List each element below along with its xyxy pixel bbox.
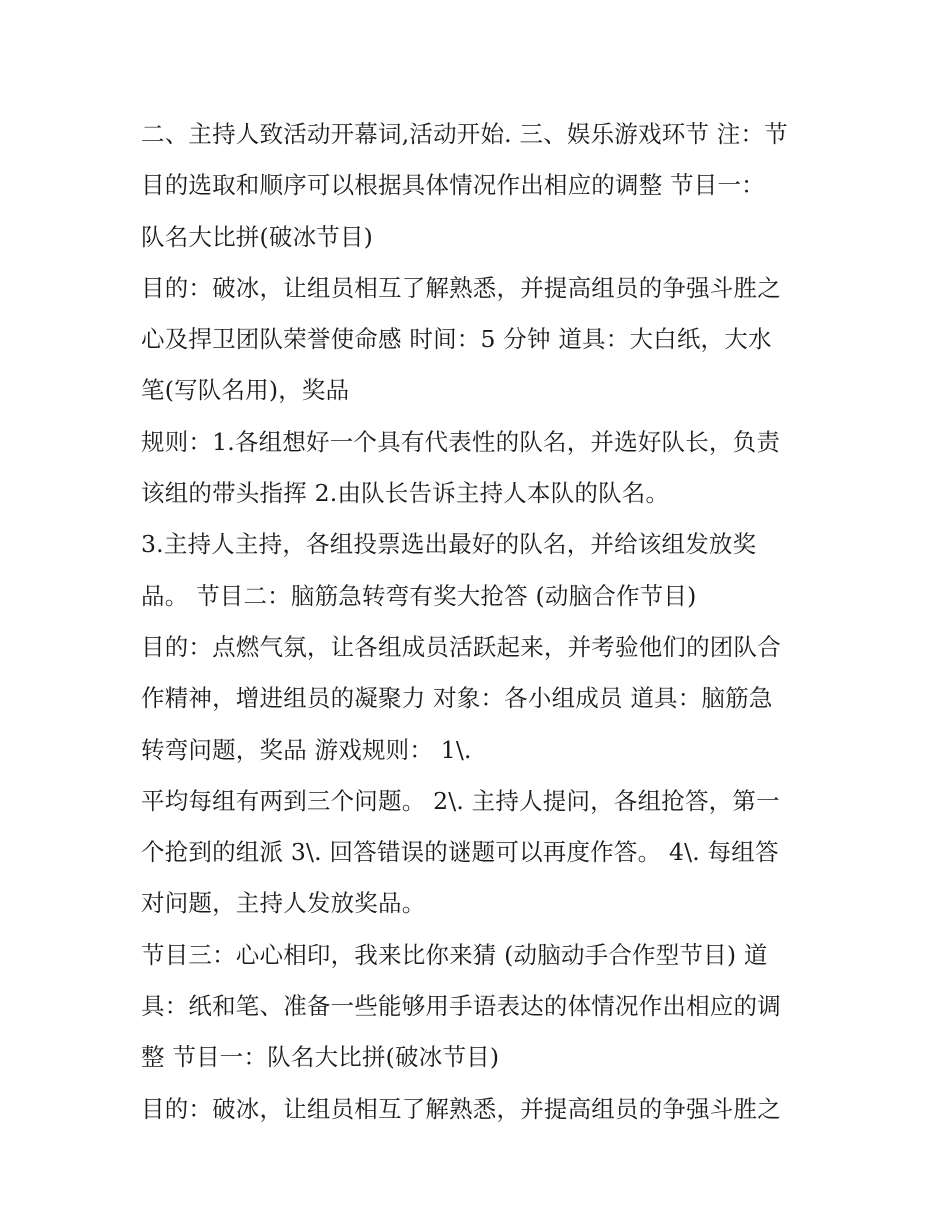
text-line: 品。 节目二：脑筋急转弯有奖大抢答 (动脑合作节目) xyxy=(141,581,697,610)
text-line: 目的选取和顺序可以根据具体情况作出相应的调整 节目一： xyxy=(141,171,765,200)
text-line: 整 节目一：队名大比拼(破冰节目) xyxy=(141,1043,500,1072)
text-line: 转弯问题，奖品 游戏规则： 1\. xyxy=(141,735,472,764)
text-line: 3.主持人主持，各组投票选出最好的队名，并给该组发放奖 xyxy=(141,530,757,559)
text-line: 作精神，增进组员的凝聚力 对象：各小组成员 道具：脑筋急 xyxy=(141,684,773,713)
text-line: 对问题，主持人发放奖品。 xyxy=(141,889,426,918)
text-line: 平均每组有两到三个问题。 2\. 主持人提问，各组抢答，第一 xyxy=(141,786,780,815)
text-line: 笔(写队名用)，奖品 xyxy=(141,376,350,405)
text-line: 二、主持人致活动开幕词,活动开始. 三、娱乐游戏环节 注：节 xyxy=(141,120,788,148)
text-line: 个抢到的组派 3\. 回答错误的谜题可以再度作答。 4\. 每组答 xyxy=(141,838,779,867)
document-body xyxy=(141,109,821,1135)
text-line: 节目三：心心相印，我来比你来猜 (动脑动手合作型节目) 道 xyxy=(141,940,768,969)
text-line: 该组的带头指挥 2.由队长告诉主持人本队的队名。 xyxy=(141,479,670,508)
text-line: 具：纸和笔、准备一些能够用手语表达的体情况作出相应的调 xyxy=(141,992,781,1021)
text-line: 规则：1.各组想好一个具有代表性的队名，并选好队长，负责 xyxy=(141,427,781,456)
text-line: 队名大比拼(破冰节目) xyxy=(141,222,374,251)
text-line: 目的：破冰，让组员相互了解熟悉，并提高组员的争强斗胜之 xyxy=(141,1094,781,1123)
text-line: 目的：点燃气氛，让各组成员活跃起来，并考验他们的团队合 xyxy=(141,632,781,661)
text-line: 目的：破冰，让组员相互了解熟悉，并提高组员的争强斗胜之 xyxy=(141,273,781,302)
text-line: 心及捍卫团队荣誉使命感 时间：5 分钟 道具：大白纸，大水 xyxy=(141,325,772,354)
